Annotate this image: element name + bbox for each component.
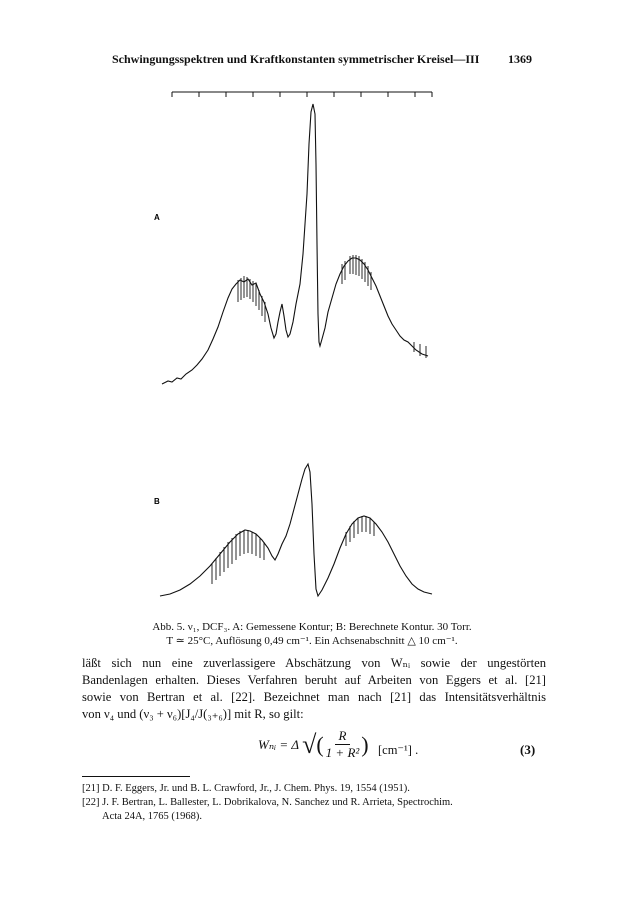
body-paragraph bbox=[82, 655, 546, 723]
panel-label-b: B bbox=[154, 497, 160, 506]
page-number: 1369 bbox=[508, 52, 532, 66]
caption-line-2: T ≃ 25°C, Auflösung 0,49 cm⁻¹. Ein Achsenabschnitt △ 10 cm⁻¹. bbox=[166, 635, 458, 647]
spectrum-figure bbox=[150, 84, 450, 612]
curve-a-noise bbox=[238, 255, 426, 358]
running-header bbox=[112, 52, 532, 67]
equation-denominator: 1 + R² bbox=[325, 745, 360, 760]
equation-numerator: R bbox=[335, 728, 351, 745]
body-line-4: von ν₄ und (ν₃ + ν₆)[J₄/J(₃₊₆)] mit R, so gilt: bbox=[82, 707, 304, 721]
equation-lhs: Wₙᵢ = Δ bbox=[258, 736, 300, 752]
equation-unit: [cm⁻¹] . bbox=[378, 743, 419, 757]
panel-label-a: A bbox=[154, 213, 160, 222]
footnote-rule bbox=[82, 776, 190, 777]
references bbox=[82, 782, 552, 824]
curve-b-calculated bbox=[160, 464, 432, 596]
caption-line-1: Abb. 5. ν₁, DCF₃. A: Gemessene Kontur; B: Berechnete Kontur. 30 Torr. bbox=[152, 621, 472, 633]
figure-caption bbox=[92, 620, 532, 648]
body-line-1: läßt sich nun eine zuverlassigere Abschätzung von Wₙᵢ sowie der ungestörten bbox=[82, 656, 546, 670]
open-paren-icon: ( bbox=[316, 731, 324, 757]
top-axis bbox=[172, 92, 432, 97]
equation-fraction bbox=[326, 728, 360, 761]
body-line-3: sowie von Bertran et al. [22]. Bezeichnet man nach [21] das Intensitätsverhältnis bbox=[82, 690, 546, 704]
reference-22-line-2: Acta 24A, 1765 (1968). bbox=[102, 811, 203, 822]
close-paren-icon: ) bbox=[361, 731, 369, 757]
header-title: Schwingungsspektren und Kraftkonstanten symmetrischer Kreisel—III bbox=[112, 52, 480, 66]
reference-22-line-1: [22] J. F. Bertran, L. Ballester, L. Dobrikalova, N. Sanchez und R. Arrieta, Spectrochim. bbox=[82, 797, 453, 808]
curve-a-measured bbox=[162, 104, 428, 384]
curve-b-fine-structure bbox=[212, 516, 374, 584]
sqrt-icon: √ bbox=[302, 729, 317, 759]
reference-21: [21] D. F. Eggers, Jr. und B. L. Crawford, Jr., J. Chem. Phys. 19, 1554 (1951). bbox=[82, 783, 410, 794]
body-line-2: Bandenlagen erhalten. Dieses Verfahren beruht auf Arbeiten von Eggers et al. [21] bbox=[82, 673, 546, 687]
equation-number: (3) bbox=[520, 742, 536, 757]
equation-3 bbox=[258, 728, 369, 761]
